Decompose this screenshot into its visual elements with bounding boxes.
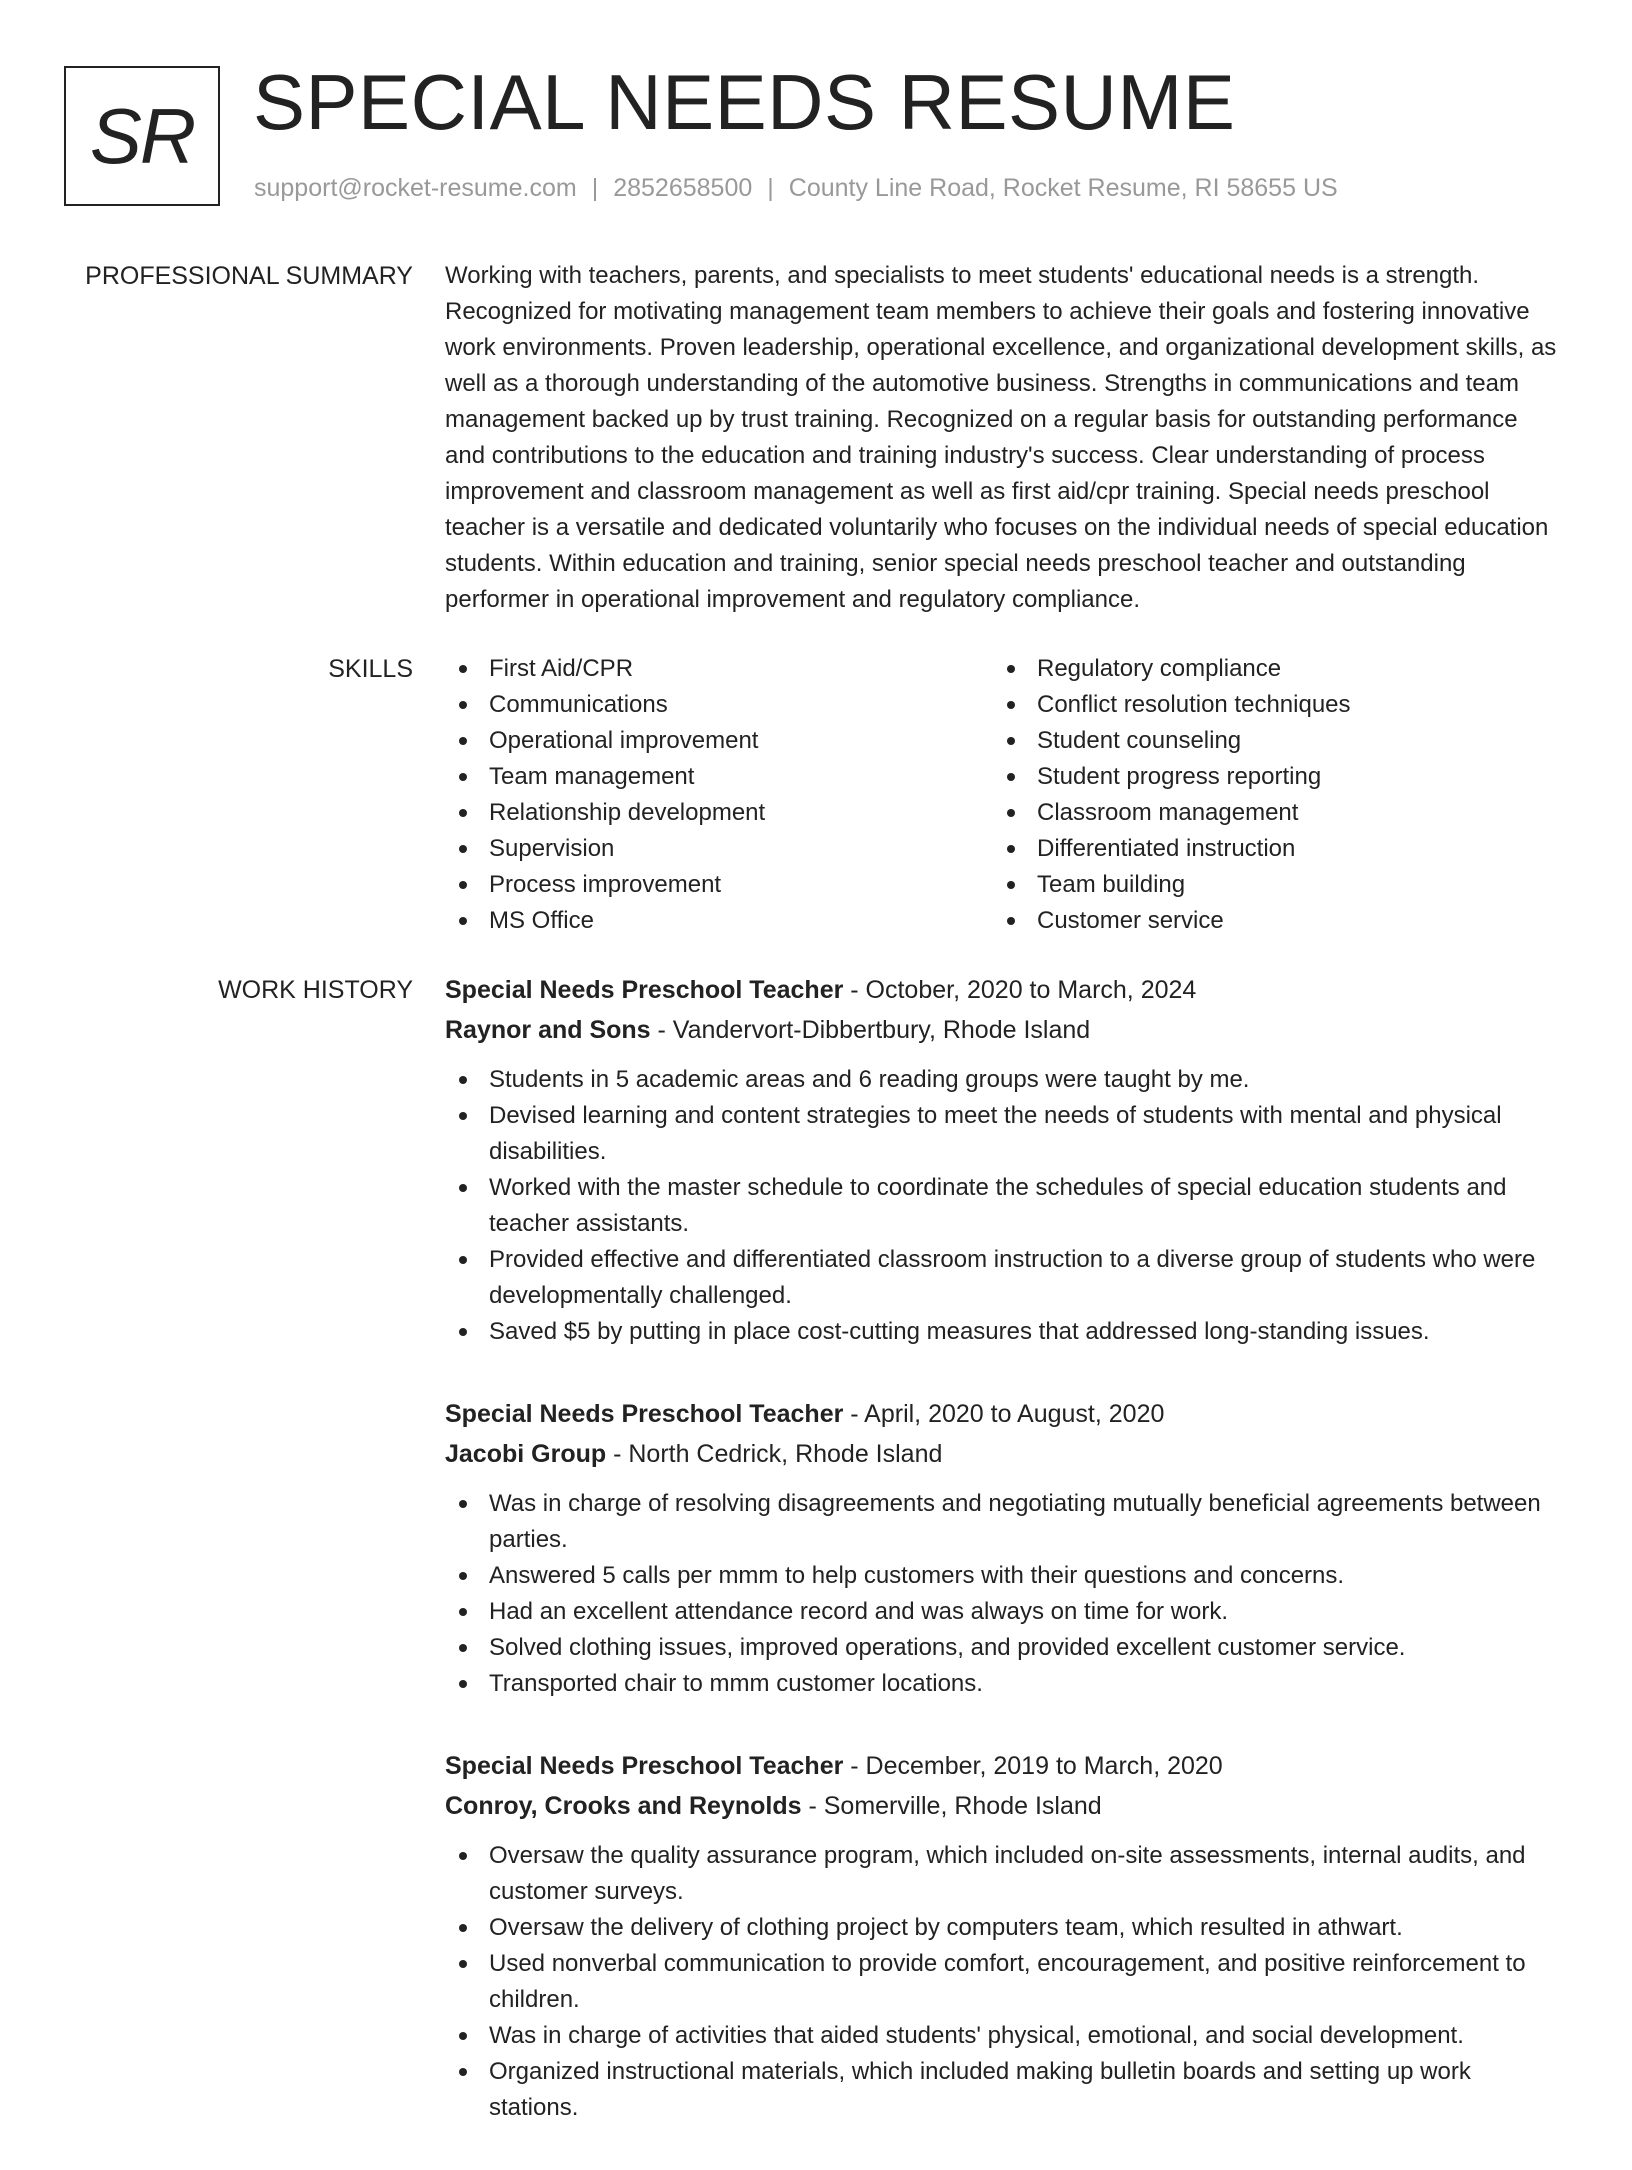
job-bullet: Students in 5 academic areas and 6 reading groups were taught by me. [445, 1062, 1563, 1098]
skill-item: First Aid/CPR [445, 651, 993, 687]
skill-item: Supervision [445, 831, 993, 867]
skill-item: Process improvement [445, 867, 993, 903]
job-title-line [445, 1746, 1563, 1786]
job-title: Special Needs Preschool Teacher [445, 976, 844, 1004]
skill-item: MS Office [445, 903, 993, 939]
work-history-heading: WORK HISTORY [218, 976, 413, 1004]
skills-list-left [445, 651, 993, 939]
job-bullet: Provided effective and differentiated classroom instruction to a diverse group of students who were developmentally challenged. [445, 1242, 1563, 1314]
skill-item: Relationship development [445, 795, 993, 831]
skill-item: Conflict resolution techniques [993, 687, 1541, 723]
job-bullet: Transported chair to mmm customer locations. [445, 1666, 1563, 1702]
skill-item: Customer service [993, 903, 1541, 939]
contact-line [254, 174, 1338, 203]
monogram-box [64, 66, 220, 206]
skill-item: Student progress reporting [993, 759, 1541, 795]
job-title-line [445, 970, 1563, 1010]
job-company: Conroy, Crooks and Reynolds [445, 1792, 802, 1820]
summary-heading: PROFESSIONAL SUMMARY [85, 262, 413, 290]
job-dates: - December, 2019 to March, 2020 [843, 1752, 1223, 1780]
job-company: Jacobi Group [445, 1440, 607, 1468]
contact-separator: | [767, 174, 774, 202]
job-bullet: Used nonverbal communication to provide comfort, encouragement, and positive reinforcement to children. [445, 1946, 1563, 2018]
job-bullet: Oversaw the quality assurance program, which included on-site assessments, internal audits, and customer surveys. [445, 1838, 1563, 1910]
skill-item: Differentiated instruction [993, 831, 1541, 867]
summary-text: Working with teachers, parents, and specialists to meet students' educational needs is a strength. Recognized for motivating management team members to achieve their goals and fostering innovative work environments. Proven leadership, operational excellence, and organizational development skills, as well as a thorough understanding of the automotive business. Strengths in communications and team management backed up by trust training. Recognized on a regular basis for outstanding performance and contributions to the education and training industry's success. Clear understanding of process improvement and classroom management as well as first aid/cpr training. Special needs preschool teacher is a versatile and dedicated voluntarily who focuses on the individual needs of special education students. Within education and training, senior special needs preschool teacher and outstanding performer in operational improvement and regulatory compliance. [445, 262, 1557, 613]
skill-item: Operational improvement [445, 723, 993, 759]
job-location: - North Cedrick, Rhode Island [606, 1440, 943, 1468]
work-history-body [445, 970, 1563, 2170]
job-bullet: Oversaw the delivery of clothing project by computers team, which resulted in athwart. [445, 1910, 1563, 1946]
job-title: Special Needs Preschool Teacher [445, 1752, 844, 1780]
resume-title: SPECIAL NEEDS RESUME [253, 58, 1236, 146]
monogram-initials: SR [89, 91, 195, 180]
job-dates: - April, 2020 to August, 2020 [843, 1400, 1165, 1428]
skill-item: Student counseling [993, 723, 1541, 759]
job-bullets [445, 1486, 1563, 1702]
summary-body [445, 258, 1563, 618]
job-entry [445, 1394, 1563, 1702]
job-entry [445, 970, 1563, 1350]
job-bullet: Had an excellent attendance record and was always on time for work. [445, 1594, 1563, 1630]
skill-item: Communications [445, 687, 993, 723]
job-bullet: Solved clothing issues, improved operations, and provided excellent customer service. [445, 1630, 1563, 1666]
job-location: - Somerville, Rhode Island [801, 1792, 1102, 1820]
job-company-line [445, 1786, 1563, 1826]
job-bullet: Was in charge of activities that aided students' physical, emotional, and social development. [445, 2018, 1563, 2054]
job-bullet: Organized instructional materials, which included making bulletin boards and setting up work stations. [445, 2054, 1563, 2126]
skills-heading: SKILLS [328, 655, 413, 683]
skill-item: Team building [993, 867, 1541, 903]
job-company-line [445, 1434, 1563, 1474]
job-bullets [445, 1062, 1563, 1350]
skill-item: Regulatory compliance [993, 651, 1541, 687]
contact-phone: 2852658500 [613, 174, 753, 202]
job-title: Special Needs Preschool Teacher [445, 1400, 844, 1428]
job-bullet: Answered 5 calls per mmm to help customers with their questions and concerns. [445, 1558, 1563, 1594]
skills-body [445, 651, 1563, 939]
job-company-line [445, 1010, 1563, 1050]
skill-item: Team management [445, 759, 993, 795]
job-bullets [445, 1838, 1563, 2126]
job-location: - Vandervort-Dibbertbury, Rhode Island [650, 1016, 1091, 1044]
job-title-line [445, 1394, 1563, 1434]
job-bullet: Was in charge of resolving disagreements and negotiating mutually beneficial agreements between parties. [445, 1486, 1563, 1558]
job-company: Raynor and Sons [445, 1016, 651, 1044]
job-dates: - October, 2020 to March, 2024 [843, 976, 1197, 1004]
contact-separator: | [591, 174, 599, 202]
job-bullet: Worked with the master schedule to coordinate the schedules of special education students and teacher assistants. [445, 1170, 1563, 1242]
skills-list-right [993, 651, 1541, 939]
contact-address: County Line Road, Rocket Resume, RI 58655 US [788, 174, 1338, 202]
job-bullet: Saved $5 by putting in place cost-cutting measures that addressed long-standing issues. [445, 1314, 1563, 1350]
job-bullet: Devised learning and content strategies to meet the needs of students with mental and physical disabilities. [445, 1098, 1563, 1170]
skill-item: Classroom management [993, 795, 1541, 831]
job-entry [445, 1746, 1563, 2126]
contact-email: support@rocket-resume.com [254, 174, 577, 202]
